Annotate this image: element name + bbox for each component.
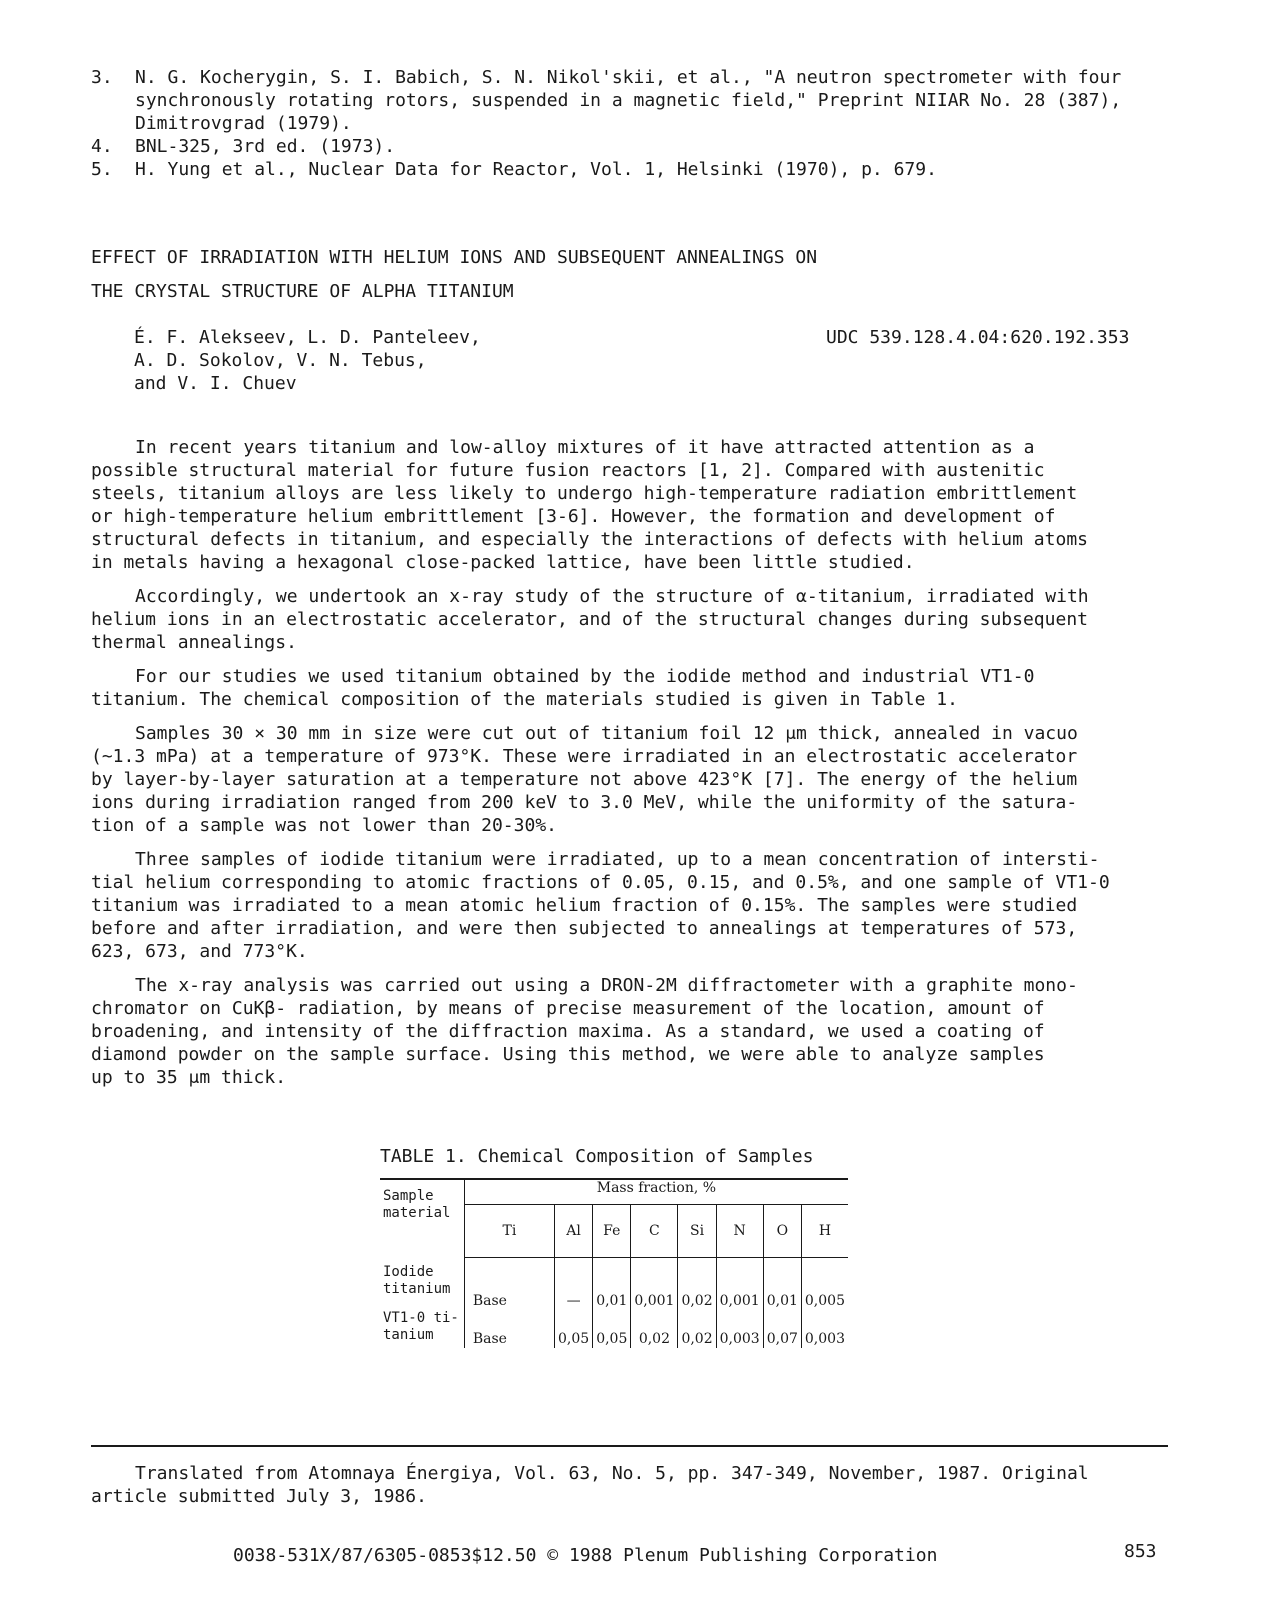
- body-paragraph: In recent years titanium and low-alloy mixtures of it have attracted attention as a possible structural material for future fusion reactors [1, 2]. Compared with austenitic steels, titanium alloys are less likely to undergo high-temperature radiation embrittlement or high-temperature helium embrittlement [3-6]. However, the formation and development of structural defects in titanium, and especially the interactions of defects with helium atoms in metals having a hexagonal close-packed lattice, have been little studied.: [91, 437, 1088, 573]
- body-paragraph: Samples 30 × 30 mm in size were cut out of titanium foil 12 μm thick, annealed in vacuo (~1.3 mPa) at a temperature of 973°K. These were irradiated in an electrostatic accelerator by layer-by-layer saturation at a temperature not above 423°K [7]. The energy of the helium ions during irradiation ranged from 200 keV to 3.0 MeV, while the uniformity of the satura- tion of a sample was not lower than 20-30%.: [91, 723, 1078, 836]
- sample-name: Iodide titanium: [380, 1258, 464, 1310]
- table-cell: Base: [472, 1292, 507, 1309]
- table-cell: 0,05: [593, 1310, 631, 1348]
- table-caption: TABLE 1. Chemical Composition of Samples: [380, 1146, 814, 1167]
- author-line: and V. I. Chuev: [134, 373, 297, 394]
- element-header: N: [716, 1205, 763, 1258]
- sample-name: VT1-0 ti-tanium: [380, 1310, 464, 1348]
- author-line: A. D. Sokolov, V. N. Tebus,: [134, 350, 427, 371]
- table-cell: 0,003: [801, 1310, 848, 1348]
- table-cell: —: [555, 1258, 593, 1310]
- element-header: O: [763, 1205, 801, 1258]
- reference-number: 3.: [91, 67, 113, 88]
- table-cell: 0,01: [593, 1258, 631, 1310]
- table-row: [380, 1258, 848, 1310]
- table-header-row: [380, 1179, 848, 1205]
- udc-code: UDC 539.128.4.04:620.192.353: [826, 327, 1130, 348]
- element-header: Si: [678, 1205, 716, 1258]
- article-body: [91, 436, 1169, 1100]
- body-paragraph: The x-ray analysis was carried out using a DRON-2M diffractometer with a graphite mono- chromator on CuKβ- radiation, by means of precise measurement of the location, amount of broadening, and intensity of the diffraction maxima. As a standard, we used a coating of diamond powder on the sample surface. Using this method, we were able to analyze samples up to 35 μm thick.: [91, 975, 1078, 1088]
- reference-item: [91, 135, 1171, 158]
- reference-item: [91, 158, 1171, 181]
- element-header: C: [631, 1205, 678, 1258]
- reference-text: H. Yung et al., Nuclear Data for Reactor, Vol. 1, Helsinki (1970), p. 679.: [135, 159, 937, 180]
- table-cell: 0,05: [555, 1310, 593, 1348]
- element-header: Al: [555, 1205, 593, 1258]
- element-header: Fe: [593, 1205, 631, 1258]
- element-header: Ti: [464, 1205, 554, 1258]
- reference-number: 5.: [91, 159, 113, 180]
- table-cell: 0,02: [678, 1310, 716, 1348]
- table-cell: 0,01: [763, 1258, 801, 1310]
- article-title-line: THE CRYSTAL STRUCTURE OF ALPHA TITANIUM: [91, 281, 514, 302]
- element-header: H: [801, 1205, 848, 1258]
- table-cell: 0,02: [631, 1310, 678, 1348]
- table-cell: 0,02: [678, 1258, 716, 1310]
- footnote-divider: [91, 1445, 1168, 1447]
- article-title-line: EFFECT OF IRRADIATION WITH HELIUM IONS AND SUBSEQUENT ANNEALINGS ON: [91, 247, 818, 268]
- author-list: [134, 326, 694, 395]
- footnote-line: article submitted July 3, 1986.: [91, 1486, 427, 1507]
- reference-text: N. G. Kocherygin, S. I. Babich, S. N. Nikol'skii, et al., "A neutron spectrometer with four synchronously rotating rotors, suspended in a magnetic field," Preprint NIIAR No. 28 (387), Dimitrovgrad (1979).: [135, 67, 1122, 134]
- table-cell: 0,003: [716, 1310, 763, 1348]
- body-paragraph: Three samples of iodide titanium were irradiated, up to a mean concentration of intersti- tial helium corresponding to atomic fractions of 0.05, 0.15, and 0.5%, and one sample of VT1-0 titanium was irradiated to a mean atomic helium fraction of 0.15%. The samples were studied before and after irradiation, and were then subjected to annealings at temperatures of 573, 623, 673, and 773°K.: [91, 849, 1110, 962]
- table-row: [380, 1310, 848, 1348]
- reference-item: [91, 66, 1171, 135]
- author-line: É. F. Alekseev, L. D. Panteleev,: [134, 327, 481, 348]
- table-cell: 0,07: [763, 1310, 801, 1348]
- composition-table: [380, 1178, 848, 1348]
- table-cell: Base: [472, 1330, 507, 1347]
- reference-text: BNL-325, 3rd ed. (1973).: [135, 136, 396, 157]
- article-title: [91, 246, 1191, 314]
- table-cell: 0,001: [716, 1258, 763, 1310]
- footnote-line: Translated from Atomnaya Énergiya, Vol. 63, No. 5, pp. 347-349, November, 1987. Original: [135, 1463, 1089, 1484]
- reference-number: 4.: [91, 136, 113, 157]
- copyright-line: 0038-531X/87/6305-0853$12.50 © 1988 Plenum Publishing Corporation: [233, 1545, 938, 1566]
- body-paragraph: For our studies we used titanium obtained by the iodide method and industrial VT1-0 titanium. The chemical composition of the materials studied is given in Table 1.: [91, 666, 1035, 710]
- mass-fraction-header: Mass fraction, %: [464, 1179, 848, 1205]
- table-cell: 0,005: [801, 1258, 848, 1310]
- sample-material-header: Sample material: [380, 1179, 464, 1258]
- table-cell: 0,001: [631, 1258, 678, 1310]
- body-paragraph: Accordingly, we undertook an x-ray study of the structure of α-titanium, irradiated with helium ions in an electrostatic accelerator, and of the structural changes during subsequent thermal annealings.: [91, 586, 1089, 653]
- reference-list: [91, 66, 1171, 181]
- page-number: 853: [1124, 1541, 1157, 1562]
- footnote: [91, 1462, 1181, 1508]
